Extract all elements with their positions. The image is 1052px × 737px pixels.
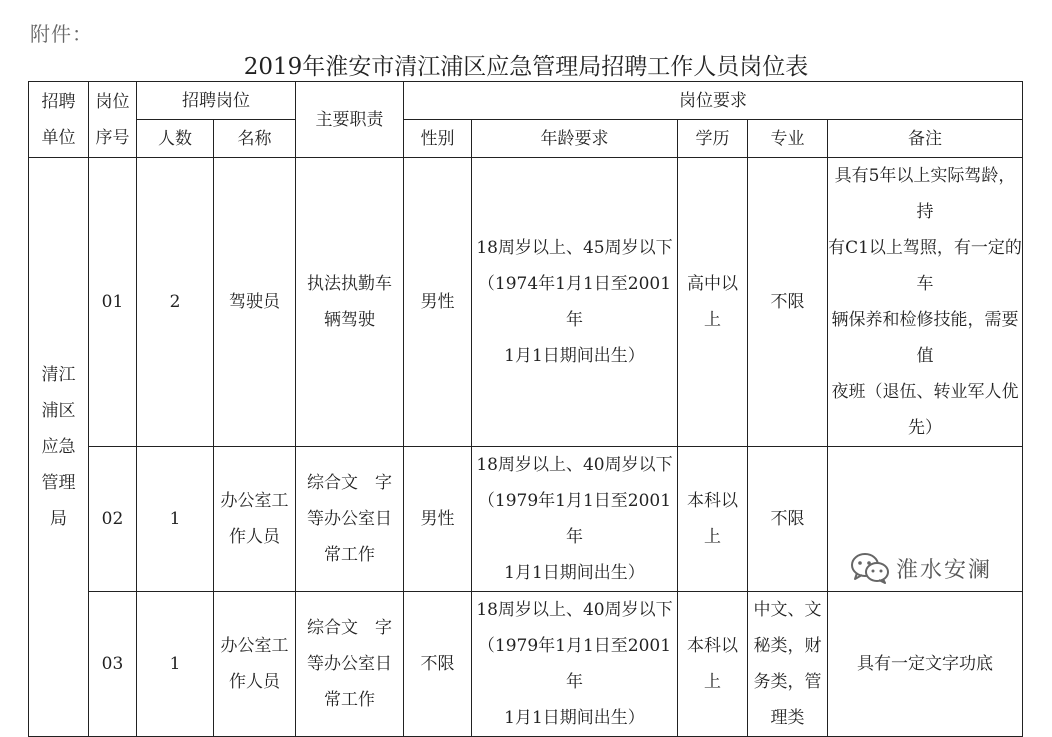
major-cell: 中文、文 秘类，财 务类，管 理类 [748,592,828,737]
seq-cell: 01 [89,158,137,447]
unit-cell: 清江 浦区 应急 管理 局 [29,158,89,737]
duty-cell: 执法执勤车 辆驾驶 [296,158,404,447]
age-cell: 18周岁以上、45周岁以下 （1974年1月1日至2001年 1月1日期间出生） [472,158,678,447]
count-cell: 2 [137,158,214,447]
watermark [850,548,1030,588]
remark-cell: 具有5年以上实际驾龄，持 有C1以上驾照，有一定的车 辆保养和检修技能，需要值 夜班（退伍、转业军人优 先） [828,158,1023,447]
header-row-1 [29,82,1023,120]
major-cell: 不限 [748,447,828,592]
age-cell: 18周岁以上、40周岁以下 （1979年1月1日至2001年 1月1日期间出生） [472,592,678,737]
header-remark: 备注 [828,120,1023,158]
header-row-2 [29,120,1023,158]
count-cell: 1 [137,447,214,592]
header-recruit-post: 招聘岗位 [137,82,296,120]
table-row [29,592,1023,737]
header-name: 名称 [214,120,296,158]
age-cell: 18周岁以上、40周岁以下 （1979年1月1日至2001年 1月1日期间出生） [472,447,678,592]
gender-cell: 男性 [404,447,472,592]
education-cell: 本科以 上 [678,592,748,737]
table-row [29,158,1023,447]
name-cell: 驾驶员 [214,158,296,447]
wechat-icon [850,552,890,584]
count-cell: 1 [137,592,214,737]
page-title: 2019年淮安市清江浦区应急管理局招聘工作人员岗位表 [243,54,809,80]
header-age: 年龄要求 [472,120,678,158]
header-education: 学历 [678,120,748,158]
major-cell: 不限 [748,158,828,447]
watermark-text: 淮水安澜 [896,557,993,583]
header-unit: 招聘 单位 [29,82,89,158]
header-count: 人数 [137,120,214,158]
position-table [28,81,1023,737]
header-major: 专业 [748,120,828,158]
gender-cell: 男性 [404,158,472,447]
name-cell: 办公室工 作人员 [214,592,296,737]
education-cell: 高中以 上 [678,158,748,447]
header-seq: 岗位 序号 [89,82,137,158]
seq-cell: 03 [89,592,137,737]
duty-cell: 综合文 字 等办公室日 常工作 [296,447,404,592]
remark-cell: 具有一定文字功底 [828,592,1023,737]
education-cell: 本科以 上 [678,447,748,592]
header-requirements: 岗位要求 [404,82,1023,120]
seq-cell: 02 [89,447,137,592]
name-cell: 办公室工 作人员 [214,447,296,592]
duty-cell: 综合文 字 等办公室日 常工作 [296,592,404,737]
attachment-label: 附件： [30,22,93,46]
header-duty: 主要职责 [296,82,404,158]
gender-cell: 不限 [404,592,472,737]
header-gender: 性别 [404,120,472,158]
